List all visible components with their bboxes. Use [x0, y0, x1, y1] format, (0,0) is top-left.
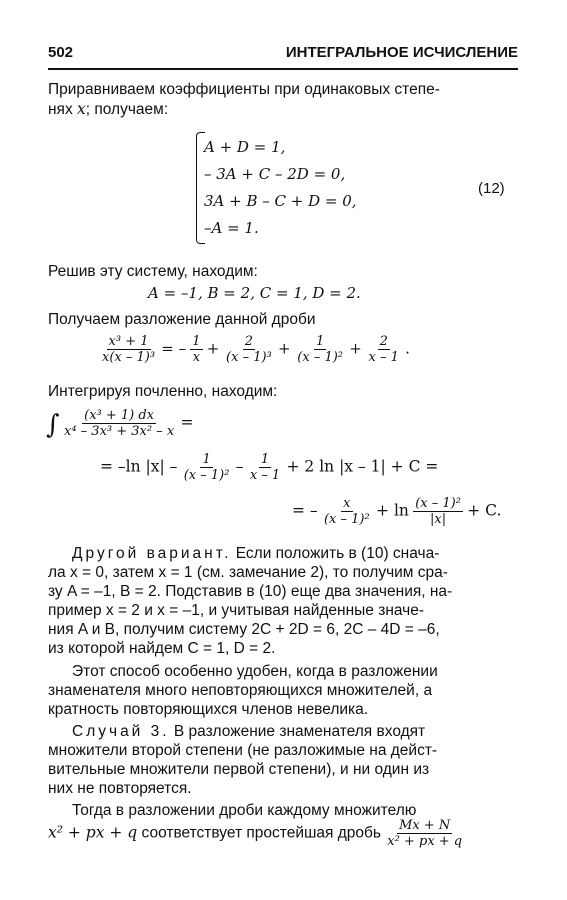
para5-lead: Другой вариант.: [72, 545, 232, 562]
decomp-term1: $\frac{1}{x}$: [192, 334, 201, 365]
decomp-lhs: $\frac{\text{x³ + 1}}{\text{x(x – 1)³}}$: [102, 334, 156, 365]
para5-line3: зу A = –1, B = 2. Подставив в (10) еще два значения, на-: [48, 583, 453, 600]
header-rule: [48, 68, 518, 70]
para8-line2: x² + px + q соответствует простейшая дробь $\frac{Mx + N}{\text{x² + px + q}}$: [48, 818, 463, 849]
para1-text-b: ; получаем:: [85, 101, 169, 118]
para7-lead: Случай 3.: [72, 723, 170, 740]
para6-line3: кратность повторяющихся членов невелика.: [48, 701, 369, 718]
para5-line1: Другой вариант. Если положить в (10) снача-: [72, 545, 440, 562]
integral-line1: $\frac{\text{(x³ + 1) dx}}{\text{x⁴ – 3x³ + 3x² – x}}$ =: [64, 408, 194, 439]
para8-line1: Тогда в разложении дроби каждому множителю: [72, 802, 417, 819]
running-header: [48, 44, 518, 70]
para3-text: Получаем разложение данной дроби: [48, 311, 316, 328]
para6-line1: Этот способ особенно удобен, когда в разложении: [72, 663, 438, 680]
system-eq1: A + D = 1,: [204, 138, 286, 156]
para5-line4: пример x = 2 и x = –1, и учитывая найденные значе-: [48, 602, 425, 619]
system-eq2: – 3A + C – 2D = 0,: [204, 165, 346, 183]
integral-sign: ∫: [46, 410, 60, 440]
para7-line2: множители второй степени (не разложимые на дейст-: [48, 742, 438, 759]
para7-line1: Случай 3. В разложение знаменателя входят: [72, 723, 426, 740]
para4-text: Интегрируя почленно, находим:: [48, 383, 278, 400]
decomposition-formula: $\frac{\text{x³ + 1}}{\text{x(x – 1)³}}$ = – $\frac{1}{x}$ + $\frac{2}{\text{(x – 1)³}}$ + $\frac{1}{\text{(x – 1)²}}$ + $\frac{2}{x - 1}$ .: [102, 334, 410, 365]
para7-line3: вительные множители первой степени), и ни один из: [48, 761, 430, 778]
solution-line: A = –1, B = 2, C = 1, D = 2.: [148, 284, 361, 302]
decomp-term2: $\frac{2}{\text{(x – 1)³}}$: [226, 334, 272, 365]
system-eq4: –A = 1.: [204, 219, 259, 237]
para1-line1: Приравниваем коэффициенты при одинаковых степе-: [48, 81, 440, 98]
para6-line2: знаменателя много неповторяющихся множителей, а: [48, 682, 433, 699]
para2-text: Решив эту систему, находим:: [48, 263, 258, 280]
para1-line2: [48, 100, 168, 119]
integral-frac1: $\frac{1}{\text{(x – 1)²}}$: [183, 452, 230, 483]
integral-frac2: $\frac{1}{x - 1}$: [249, 452, 281, 483]
para1-text-a: нях: [48, 101, 78, 118]
para7-line4: них не повторяется.: [48, 780, 192, 797]
integrand: $\frac{\text{(x³ + 1) dx}}{\text{x⁴ – 3x³ + 3x² – x}}$: [64, 408, 175, 439]
integral-frac3: $\frac{x}{\text{(x – 1)²}}$: [323, 496, 370, 527]
para5-line5: ния A и B, получим систему 2C + 2D = 6, 2C – 4D = –6,: [48, 621, 440, 638]
para1-var: x: [77, 100, 86, 118]
para5-line6: из которой найдем C = 1, D = 2.: [48, 640, 276, 657]
equation-number: (12): [478, 180, 505, 197]
para5-line2: ла x = 0, затем x = 1 (см. замечание 2), то получим сра-: [48, 564, 448, 581]
integral-frac4: $\frac{\text{(x – 1)²}}{|x|}$: [415, 496, 461, 527]
decomp-term4: $\frac{2}{x - 1}$: [368, 334, 399, 365]
integral-line2: = –ln |x| – $\frac{1}{\text{(x – 1)²}}$ – $\frac{1}{x - 1}$ + 2 ln |x – 1| + C =: [100, 452, 439, 483]
integral-line3: = – $\frac{x}{\text{(x – 1)²}}$ + ln $\frac{\text{(x – 1)²}}{|x|}$ + C.: [292, 496, 502, 527]
decomp-term3: $\frac{1}{\text{(x – 1)²}}$: [297, 334, 344, 365]
section-title: ИНТЕГРАЛЬНОЕ ИСЧИСЛЕНИЕ: [285, 44, 518, 61]
system-eq3: 3A + B – C + D = 0,: [204, 192, 357, 210]
simple-fraction: $\frac{Mx + N}{\text{x² + px + q}}$: [387, 818, 463, 849]
page-number: 502: [48, 44, 74, 61]
